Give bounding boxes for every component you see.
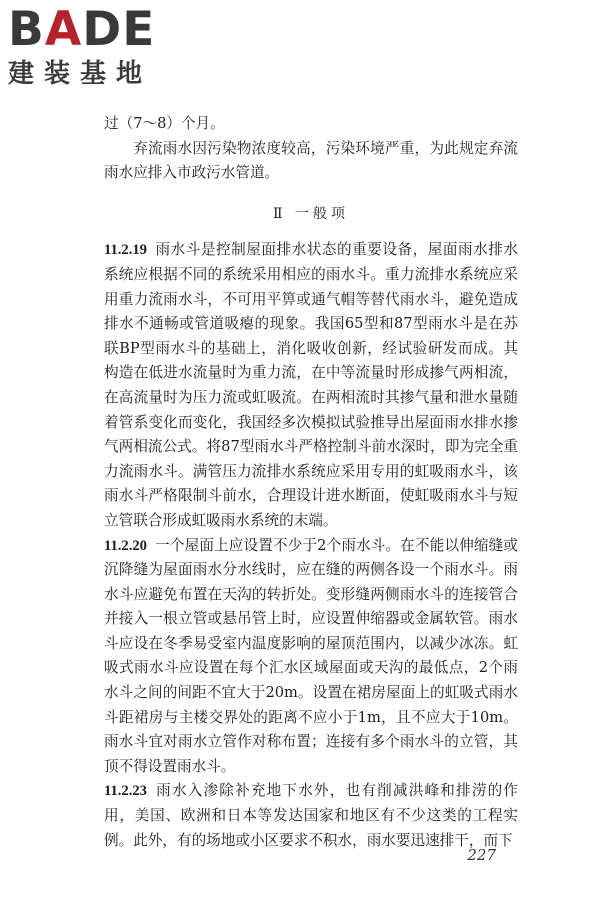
section-heading: Ⅱ 一般项 <box>273 205 349 222</box>
clause-text: 雨水斗是控制屋面排水状态的重要设备，屋面雨水排水系统应根据不同的系统采用相应的雨水斗。重力流排水系统应采用重力流雨水斗，不可用平箅或通气帽等替代雨水斗，避免造成排水不通畅或管道吸瘪的现象。我国65型和87型雨水斗是在苏联BP型雨水斗的基础上，消化吸收创新，经试验研发而成。其构造在低进水流量时为重力流，在中等流量时形成掺气两相流，在高流量时为压力流或虹吸流。在两相流时其掺气量和泄水量随着管系变化而变化，我国经多次模拟试验推导出屋面雨水排水掺气两相流公式。将87型雨水斗严格控制斗前水深时，即为完全重力流雨水斗。满管压力流排水系统应采用专用的虹吸雨水斗，该雨水斗严格限制斗前水，合理设计进水断面，使虹吸雨水斗与短立管联合形成虹吸雨水系统的末端。 <box>104 241 518 529</box>
logo-wordmark: BADE <box>8 2 156 57</box>
clause-text: 雨水入渗除补充地下水外，也有削减洪峰和排涝的作用，美国、欧洲和日本等发达国家和地区有不少这类的工程实例。此外，有的场地或小区要求不积水，雨水要迅速排干，而下 <box>104 782 518 849</box>
clause-11-2-20 <box>104 534 518 780</box>
document-body <box>104 112 518 853</box>
clause-number: 11.2.23 <box>104 783 147 800</box>
clause-11-2-19 <box>104 238 518 533</box>
intro-paragraph: 弃流雨水因污染物浓度较高，污染环境严重，为此规定弃流雨水应排入市政污水管道。 <box>104 139 518 182</box>
intro-line: 过（7～8）个月。 <box>104 115 225 132</box>
clause-11-2-23 <box>104 779 518 853</box>
clause-number: 11.2.19 <box>104 242 147 259</box>
logo-subtitle: 建装基地 <box>8 59 153 89</box>
clause-text: 一个屋面上应设置不少于2个雨水斗。在不能以伸缩缝或沉降缝为屋面雨水分水线时，应在缝的两侧各设一个雨水斗。雨水斗应避免布置在天沟的转折处。变形缝两侧雨水斗的连接管合并接入一根立管或悬吊管上时，应设置伸缩器或金属软管。雨水斗应设在冬季易受室内温度影响的屋顶范围内，以减少冰冻。虹吸式雨水斗应设置在每个汇水区域屋面或天沟的最低点，2个雨水斗之间的间距不宜大于20m。设置在裙房屋面上的虹吸式雨水斗距裙房与主楼交界处的距离不应小于1m，且不应大于10m。雨水斗宜对雨水立管作对称布置；连接有多个雨水斗的立管，其顶不得设置雨水斗。 <box>104 536 518 775</box>
page-number: 227 <box>467 846 496 864</box>
clause-number: 11.2.20 <box>104 537 147 554</box>
brand-logo <box>8 4 188 90</box>
